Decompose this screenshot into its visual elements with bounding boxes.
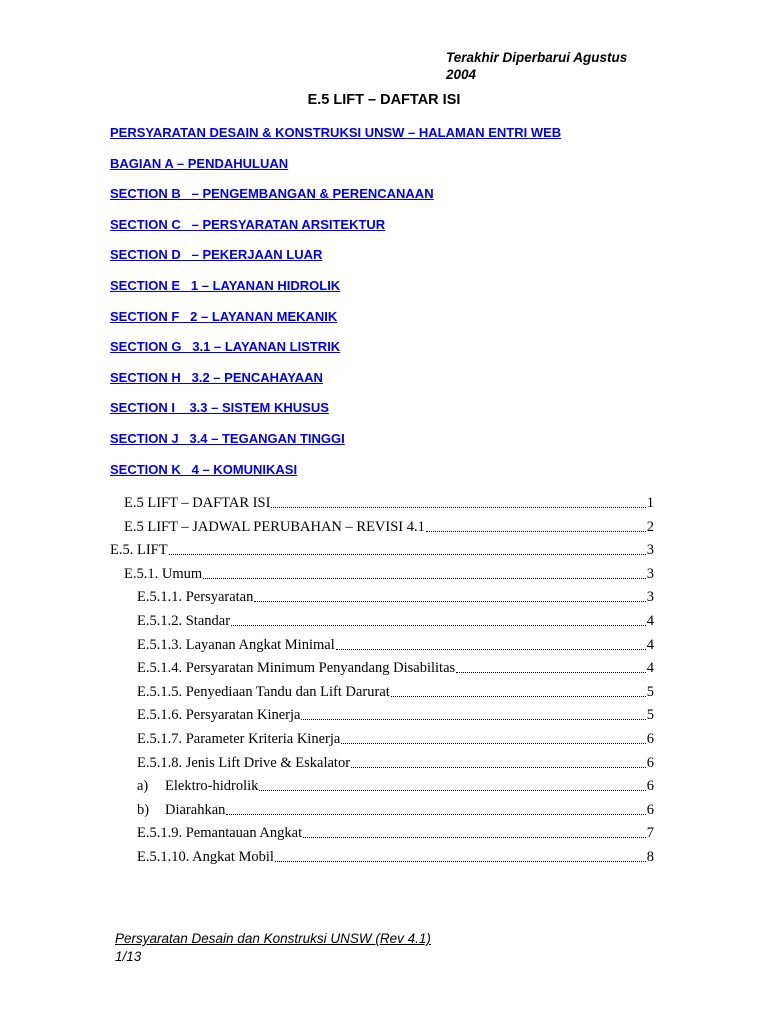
- toc-entry[interactable]: [124, 514, 654, 536]
- link-section-b[interactable]: SECTION B – PENGEMBANGAN & PERENCANAAN: [110, 186, 434, 202]
- toc-dot-leader: [391, 692, 646, 697]
- toc-dot-leader: [259, 786, 645, 791]
- footer-document-title: Persyaratan Desain dan Konstruksi UNSW (Rev 4.1): [115, 931, 431, 946]
- toc-entry-page: 2: [646, 518, 654, 535]
- toc-entry[interactable]: [137, 750, 654, 772]
- toc-entry-page: 5: [646, 707, 654, 724]
- section-links: [110, 124, 561, 491]
- toc-entry-page: 6: [646, 731, 654, 747]
- toc-dot-leader: [351, 763, 646, 768]
- toc-entry-page: 6: [646, 801, 654, 818]
- toc-entry-label: E.5.1.2. Standar: [137, 613, 231, 629]
- link-section-j[interactable]: SECTION J 3.4 – TEGANGAN TINGGI: [110, 430, 345, 446]
- toc-dot-leader: [303, 833, 646, 838]
- toc-entry[interactable]: [137, 679, 654, 701]
- footer-page-number: 1/13: [115, 949, 142, 964]
- toc-entry-label: E.5 LIFT – JADWAL PERUBAHAN – REVISI 4.1: [124, 518, 425, 535]
- toc-entry-label: [137, 801, 225, 819]
- toc-entry[interactable]: [124, 490, 654, 512]
- toc-entry-page: 1: [646, 495, 654, 511]
- toc-entry-label: E.5.1.5. Penyediaan Tandu dan Lift Darurat: [137, 683, 390, 700]
- toc-entry-label: E.5.1.3. Layanan Angkat Minimal: [137, 636, 335, 653]
- toc-dot-leader: [341, 739, 645, 744]
- toc-entry-marker: a): [137, 778, 149, 795]
- toc-dot-leader: [169, 550, 646, 555]
- toc-entry-label: E.5.1.7. Parameter Kriteria Kinerja: [137, 731, 341, 747]
- toc-entry-page: 3: [646, 565, 654, 582]
- toc-entry-label: E.5. LIFT: [110, 542, 168, 559]
- toc-entry-label: E.5.1.9. Pemantauan Angkat: [137, 825, 303, 842]
- last-updated-note: [446, 49, 706, 83]
- page-title: E.5 LIFT – DAFTAR ISI: [307, 92, 461, 108]
- toc-entry[interactable]: [137, 820, 654, 842]
- toc-entry-page: 4: [646, 660, 654, 677]
- toc-dot-leader: [226, 810, 645, 815]
- toc-entry-page: 6: [646, 778, 654, 795]
- link-section-g[interactable]: SECTION G 3.1 – LAYANAN LISTRIK: [110, 339, 341, 355]
- toc-entry-page: 3: [646, 589, 654, 606]
- link-section-f[interactable]: SECTION F 2 – LAYANAN MEKANIK: [110, 308, 338, 324]
- toc-entry-label: E.5.1.8. Jenis Lift Drive & Eskalator: [137, 754, 351, 771]
- toc-entry-page: 3: [646, 542, 654, 559]
- toc-entry[interactable]: [137, 655, 654, 677]
- toc-entry-text: Diarahkan: [165, 801, 226, 818]
- toc-entry[interactable]: [124, 561, 654, 583]
- link-section-c[interactable]: SECTION C – PERSYARATAN ARSITEKTUR: [110, 216, 386, 232]
- toc-entry-label: E.5.1.4. Persyaratan Minimum Penyandang Disabilitas: [137, 660, 456, 677]
- toc-entry-label: E.5.1. Umum: [124, 565, 203, 582]
- toc-dot-leader: [275, 857, 646, 862]
- toc-entry[interactable]: [137, 726, 654, 748]
- toc-entry[interactable]: [137, 632, 654, 654]
- link-section-i[interactable]: SECTION I 3.3 – SISTEM KHUSUS: [110, 400, 329, 416]
- toc-entry-label: E.5.1.10. Angkat Mobil: [137, 849, 274, 865]
- toc-dot-leader: [301, 715, 645, 720]
- toc-dot-leader: [231, 621, 646, 626]
- toc-dot-leader: [426, 527, 646, 532]
- toc-entry[interactable]: [137, 608, 654, 630]
- toc-entry[interactable]: [137, 797, 654, 819]
- toc-entry-page: 8: [646, 849, 654, 865]
- toc-entry-page: 4: [646, 613, 654, 629]
- link-web-entry-page[interactable]: PERSYARATAN DESAIN & KONSTRUKSI UNSW – HALAMAN ENTRI WEB: [110, 125, 562, 140]
- toc-entry-marker: b): [137, 801, 150, 818]
- toc-entry-label: E.5.1.6. Persyaratan Kinerja: [137, 707, 301, 724]
- toc-entry[interactable]: [137, 584, 654, 606]
- toc-entry-text: Elektro-hidrolik: [165, 778, 259, 795]
- toc-entry-page: 7: [646, 825, 654, 842]
- last-updated-line2: 2004: [446, 67, 477, 82]
- toc-entry-page: 4: [646, 636, 654, 653]
- toc-dot-leader: [271, 503, 645, 508]
- toc-entry-label: E.5 LIFT – DAFTAR ISI: [124, 495, 271, 511]
- last-updated-line1: Terakhir Diperbarui Agustus: [446, 50, 628, 65]
- link-section-e[interactable]: SECTION E 1 – LAYANAN HIDROLIK: [110, 277, 341, 293]
- toc-entry[interactable]: [110, 537, 654, 559]
- toc-entry[interactable]: [137, 702, 654, 724]
- link-section-k[interactable]: SECTION K 4 – KOMUNIKASI: [110, 461, 298, 477]
- link-bagian-a[interactable]: BAGIAN A – PENDAHULUAN: [110, 155, 289, 171]
- toc-entry-page: 6: [646, 754, 654, 771]
- toc-entry-page: 5: [646, 683, 654, 700]
- toc-entry-label: E.5.1.1. Persyaratan: [137, 589, 254, 606]
- toc-entry-label: [137, 777, 258, 795]
- link-section-d[interactable]: SECTION D – PEKERJAAN LUAR: [110, 247, 323, 263]
- toc-dot-leader: [254, 597, 645, 602]
- toc-entry[interactable]: [137, 773, 654, 795]
- toc-dot-leader: [456, 668, 646, 673]
- toc-dot-leader: [203, 574, 646, 579]
- toc-entry[interactable]: [137, 844, 654, 866]
- toc-dot-leader: [336, 645, 646, 650]
- link-section-h[interactable]: SECTION H 3.2 – PENCAHAYAAN: [110, 369, 323, 385]
